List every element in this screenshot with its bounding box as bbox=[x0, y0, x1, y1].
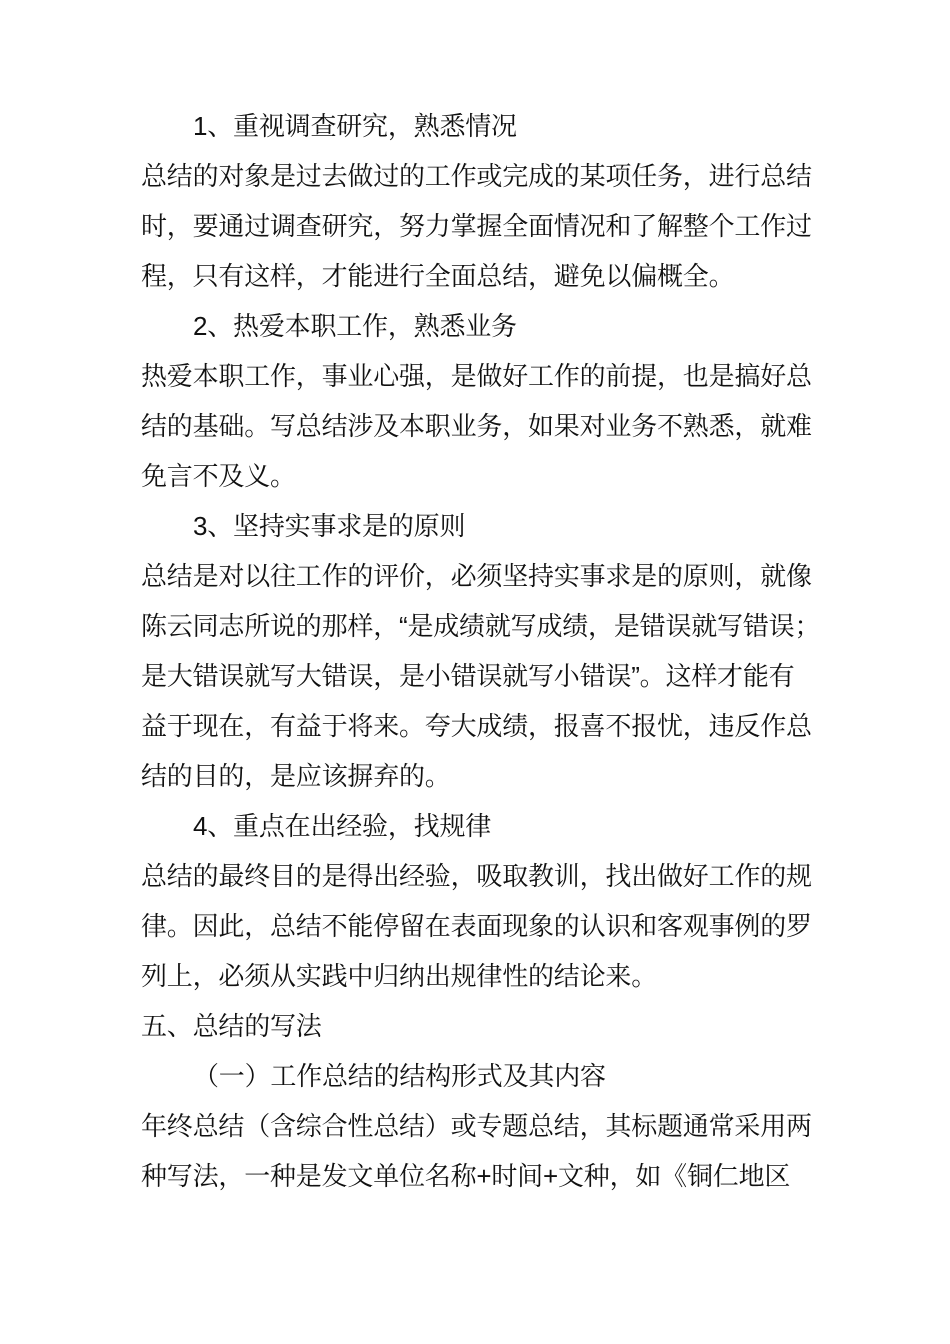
sub-heading: （一）工作总结的结构形式及其内容 bbox=[193, 1061, 606, 1091]
body-line: 时，要通过调查研究，努力掌握全面情况和了解整个工作过 bbox=[141, 211, 812, 241]
body-line: 热爱本职工作，事业心强，是做好工作的前提，也是搞好总 bbox=[141, 361, 812, 391]
body-line: 结的目的，是应该摒弃的。 bbox=[141, 761, 451, 791]
body-line: 益于现在，有益于将来。夸大成绩，报喜不报忧，违反作总 bbox=[141, 711, 812, 741]
body-line: 程，只有这样，才能进行全面总结，避免以偏概全。 bbox=[141, 261, 735, 291]
body-line: 免言不及义。 bbox=[141, 461, 296, 491]
body-line: 总结的对象是过去做过的工作或完成的某项任务，进行总结 bbox=[141, 161, 812, 191]
body-line: 年终总结（含综合性总结）或专题总结，其标题通常采用两 bbox=[141, 1111, 812, 1141]
numbered-heading: 3、坚持实事求是的原则 bbox=[193, 511, 466, 541]
body-line: 种写法，一种是发文单位名称+时间+文种，如《铜仁地区 bbox=[141, 1161, 791, 1191]
section-heading: 五、总结的写法 bbox=[141, 1011, 322, 1041]
body-line: 总结是对以往工作的评价，必须坚持实事求是的原则，就像 bbox=[141, 561, 812, 591]
document-text-block bbox=[141, 101, 820, 1201]
numbered-heading: 4、重点在出经验，找规律 bbox=[193, 811, 492, 841]
numbered-heading: 1、重视调查研究，熟悉情况 bbox=[193, 111, 517, 141]
body-line: 律。因此，总结不能停留在表面现象的认识和客观事例的罗 bbox=[141, 911, 812, 941]
body-line: 结的基础。写总结涉及本职业务，如果对业务不熟悉，就难 bbox=[141, 411, 812, 441]
body-line: 是大错误就写大错误，是小错误就写小错误”。这样才能有 bbox=[141, 661, 795, 691]
body-line: 陈云同志所说的那样，“是成绩就写成绩，是错误就写错误； bbox=[141, 611, 821, 641]
numbered-heading: 2、热爱本职工作，熟悉业务 bbox=[193, 311, 517, 341]
body-line: 总结的最终目的是得出经验，吸取教训，找出做好工作的规 bbox=[141, 861, 812, 891]
body-line: 列上，必须从实践中归纳出规律性的结论来。 bbox=[141, 961, 658, 991]
